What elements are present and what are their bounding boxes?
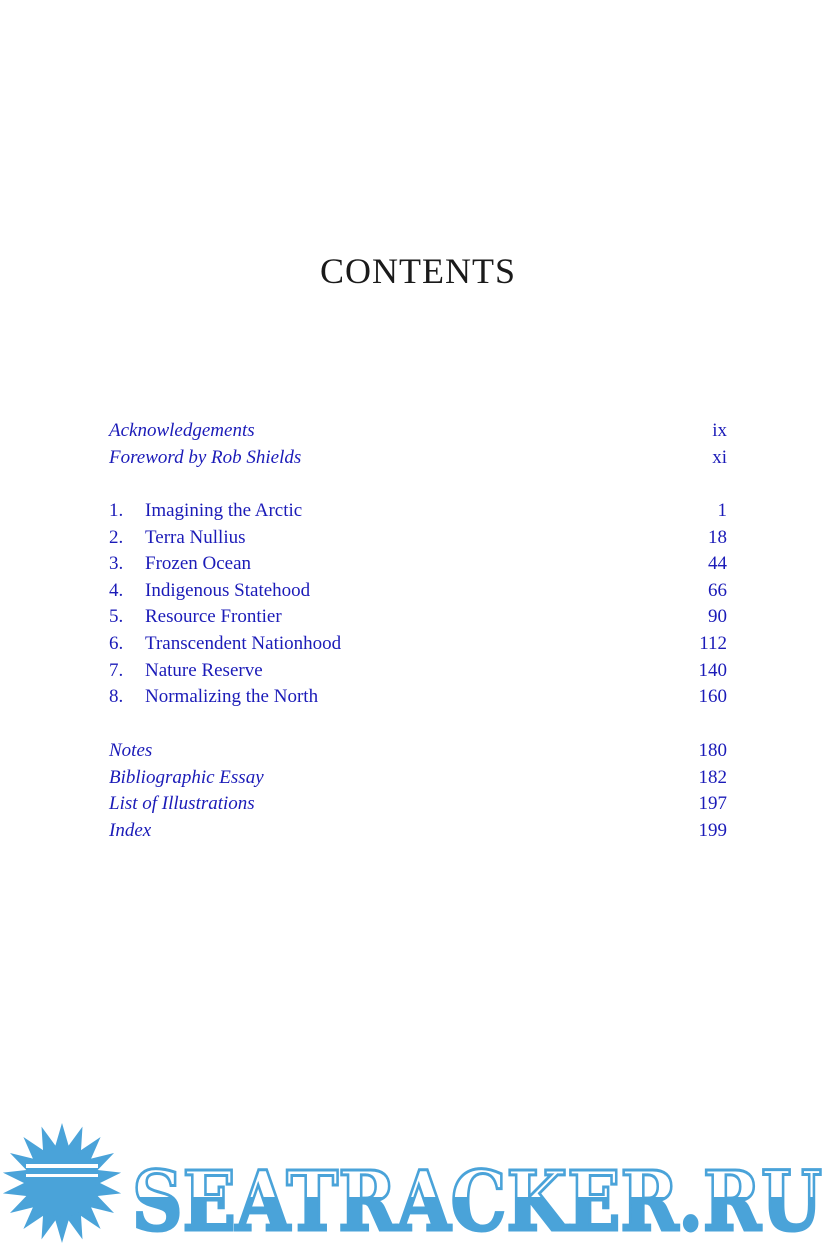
toc-page-number: ix xyxy=(712,420,727,441)
toc-page-number: 182 xyxy=(698,766,727,788)
toc-entry-index[interactable] xyxy=(109,820,727,847)
front-matter-list xyxy=(109,420,727,473)
chapter-title[interactable]: Indigenous Statehood xyxy=(145,579,311,601)
chapter-number: 8. xyxy=(109,686,124,708)
toc-chapter-7[interactable] xyxy=(109,660,727,687)
page-title: CONTENTS xyxy=(320,251,516,291)
toc-entry-notes[interactable] xyxy=(109,740,727,767)
toc-page-number: 140 xyxy=(698,659,727,681)
toc-entry-title[interactable]: Foreword by Rob Shields xyxy=(109,446,302,468)
toc-entry-title[interactable]: List of Illustrations xyxy=(109,793,255,815)
toc-entry-title[interactable]: Bibliographic Essay xyxy=(109,766,264,788)
watermark-text: SEATRACKER.RU xyxy=(132,1154,822,1246)
watermark-logo xyxy=(0,1120,836,1246)
chapter-number: 4. xyxy=(109,579,124,601)
chapter-title[interactable]: Nature Reserve xyxy=(145,659,263,681)
toc-entry-foreword[interactable] xyxy=(109,447,727,474)
chapter-number: 7. xyxy=(109,659,124,681)
toc-chapter-8[interactable] xyxy=(109,686,727,713)
chapter-number: 1. xyxy=(109,500,124,521)
toc-page-number: 180 xyxy=(698,740,727,761)
toc-entry-acknowledgements[interactable] xyxy=(109,420,727,447)
chapter-number: 2. xyxy=(109,526,124,548)
back-matter-list xyxy=(109,740,727,846)
toc-chapter-1[interactable] xyxy=(109,500,727,527)
toc-page-number: 199 xyxy=(698,819,727,841)
toc-entry-bibliographic-essay[interactable] xyxy=(109,767,727,794)
toc-entry-title[interactable]: Acknowledgements xyxy=(109,420,255,441)
chapter-title[interactable]: Imagining the Arctic xyxy=(145,500,303,521)
chapter-title[interactable]: Frozen Ocean xyxy=(145,553,252,575)
toc-chapter-4[interactable] xyxy=(109,580,727,607)
chapter-title[interactable]: Resource Frontier xyxy=(145,606,282,628)
toc-page-number: 1 xyxy=(717,500,727,521)
toc-chapter-5[interactable] xyxy=(109,606,727,633)
toc-page-number: 66 xyxy=(708,579,727,601)
toc-chapter-6[interactable] xyxy=(109,633,727,660)
chapter-number: 5. xyxy=(109,606,124,628)
toc-chapter-2[interactable] xyxy=(109,527,727,554)
sun-icon xyxy=(3,1123,121,1243)
toc-entry-title[interactable]: Notes xyxy=(109,740,153,761)
chapter-number: 6. xyxy=(109,632,124,654)
toc-page-number: xi xyxy=(712,446,727,468)
toc-entry-list-of-illustrations[interactable] xyxy=(109,793,727,820)
toc-page-number: 197 xyxy=(698,793,727,815)
toc-page-number: 160 xyxy=(698,686,727,708)
chapter-title[interactable]: Normalizing the North xyxy=(145,686,319,708)
toc-page-number: 44 xyxy=(708,553,727,575)
chapter-number: 3. xyxy=(109,553,124,575)
toc-page-number: 90 xyxy=(708,606,727,628)
toc-chapter-3[interactable] xyxy=(109,553,727,580)
toc-page-number: 18 xyxy=(708,526,727,548)
toc-page-number: 112 xyxy=(699,632,727,654)
chapter-title[interactable]: Terra Nullius xyxy=(145,526,246,548)
chapter-title[interactable]: Transcendent Nationhood xyxy=(145,632,342,654)
chapter-list xyxy=(109,500,727,713)
toc-entry-title[interactable]: Index xyxy=(109,819,152,841)
